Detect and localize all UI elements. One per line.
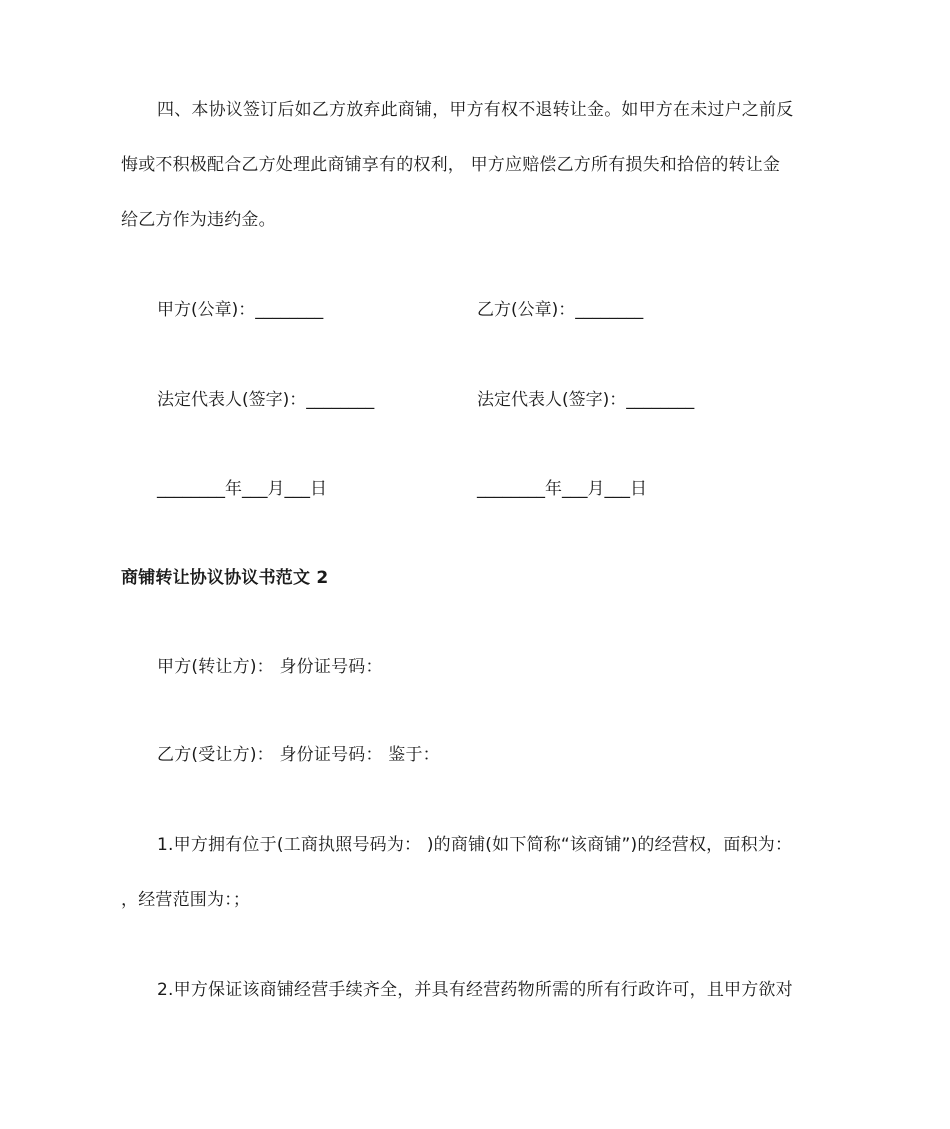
clause-4-line-2: 悔或不积极配合乙方处理此商铺享有的权利， 甲方应赔偿乙方所有损失和拾倍的转让金 bbox=[121, 155, 781, 175]
section-2-title: 商铺转让协议协议书范文 2 bbox=[121, 568, 329, 588]
party-b-date-field: ________年___月___日 bbox=[477, 479, 647, 499]
item-1-line-1: 1.甲方拥有位于(工商执照号码为： )的商铺(如下简称“该商铺”)的经营权，面积为： bbox=[157, 835, 793, 855]
item-1-line-2: ，经营范围为：； bbox=[121, 890, 251, 910]
party-b-seal-field: 乙方(公章)：________ bbox=[477, 300, 644, 320]
clause-4-line-3: 给乙方作为违约金。 bbox=[121, 210, 276, 230]
party-a-representative-field: 法定代表人(签字)：________ bbox=[157, 390, 375, 410]
party-b-transferee-line: 乙方(受让方)： 身份证号码： 鉴于： bbox=[157, 745, 440, 765]
party-b-representative-field: 法定代表人(签字)：________ bbox=[477, 390, 695, 410]
item-2-line-1: 2.甲方保证该商铺经营手续齐全，并具有经营药物所需的所有行政许可，且甲方欲对 bbox=[157, 980, 793, 1000]
party-a-transferor-line: 甲方(转让方)： 身份证号码： bbox=[157, 657, 383, 677]
party-a-seal-field: 甲方(公章)：________ bbox=[157, 300, 324, 320]
clause-4-line-1: 四、本协议签订后如乙方放弃此商铺，甲方有权不退转让金。如甲方在未过户之前反 bbox=[157, 100, 794, 120]
party-a-date-field: ________年___月___日 bbox=[157, 479, 327, 499]
